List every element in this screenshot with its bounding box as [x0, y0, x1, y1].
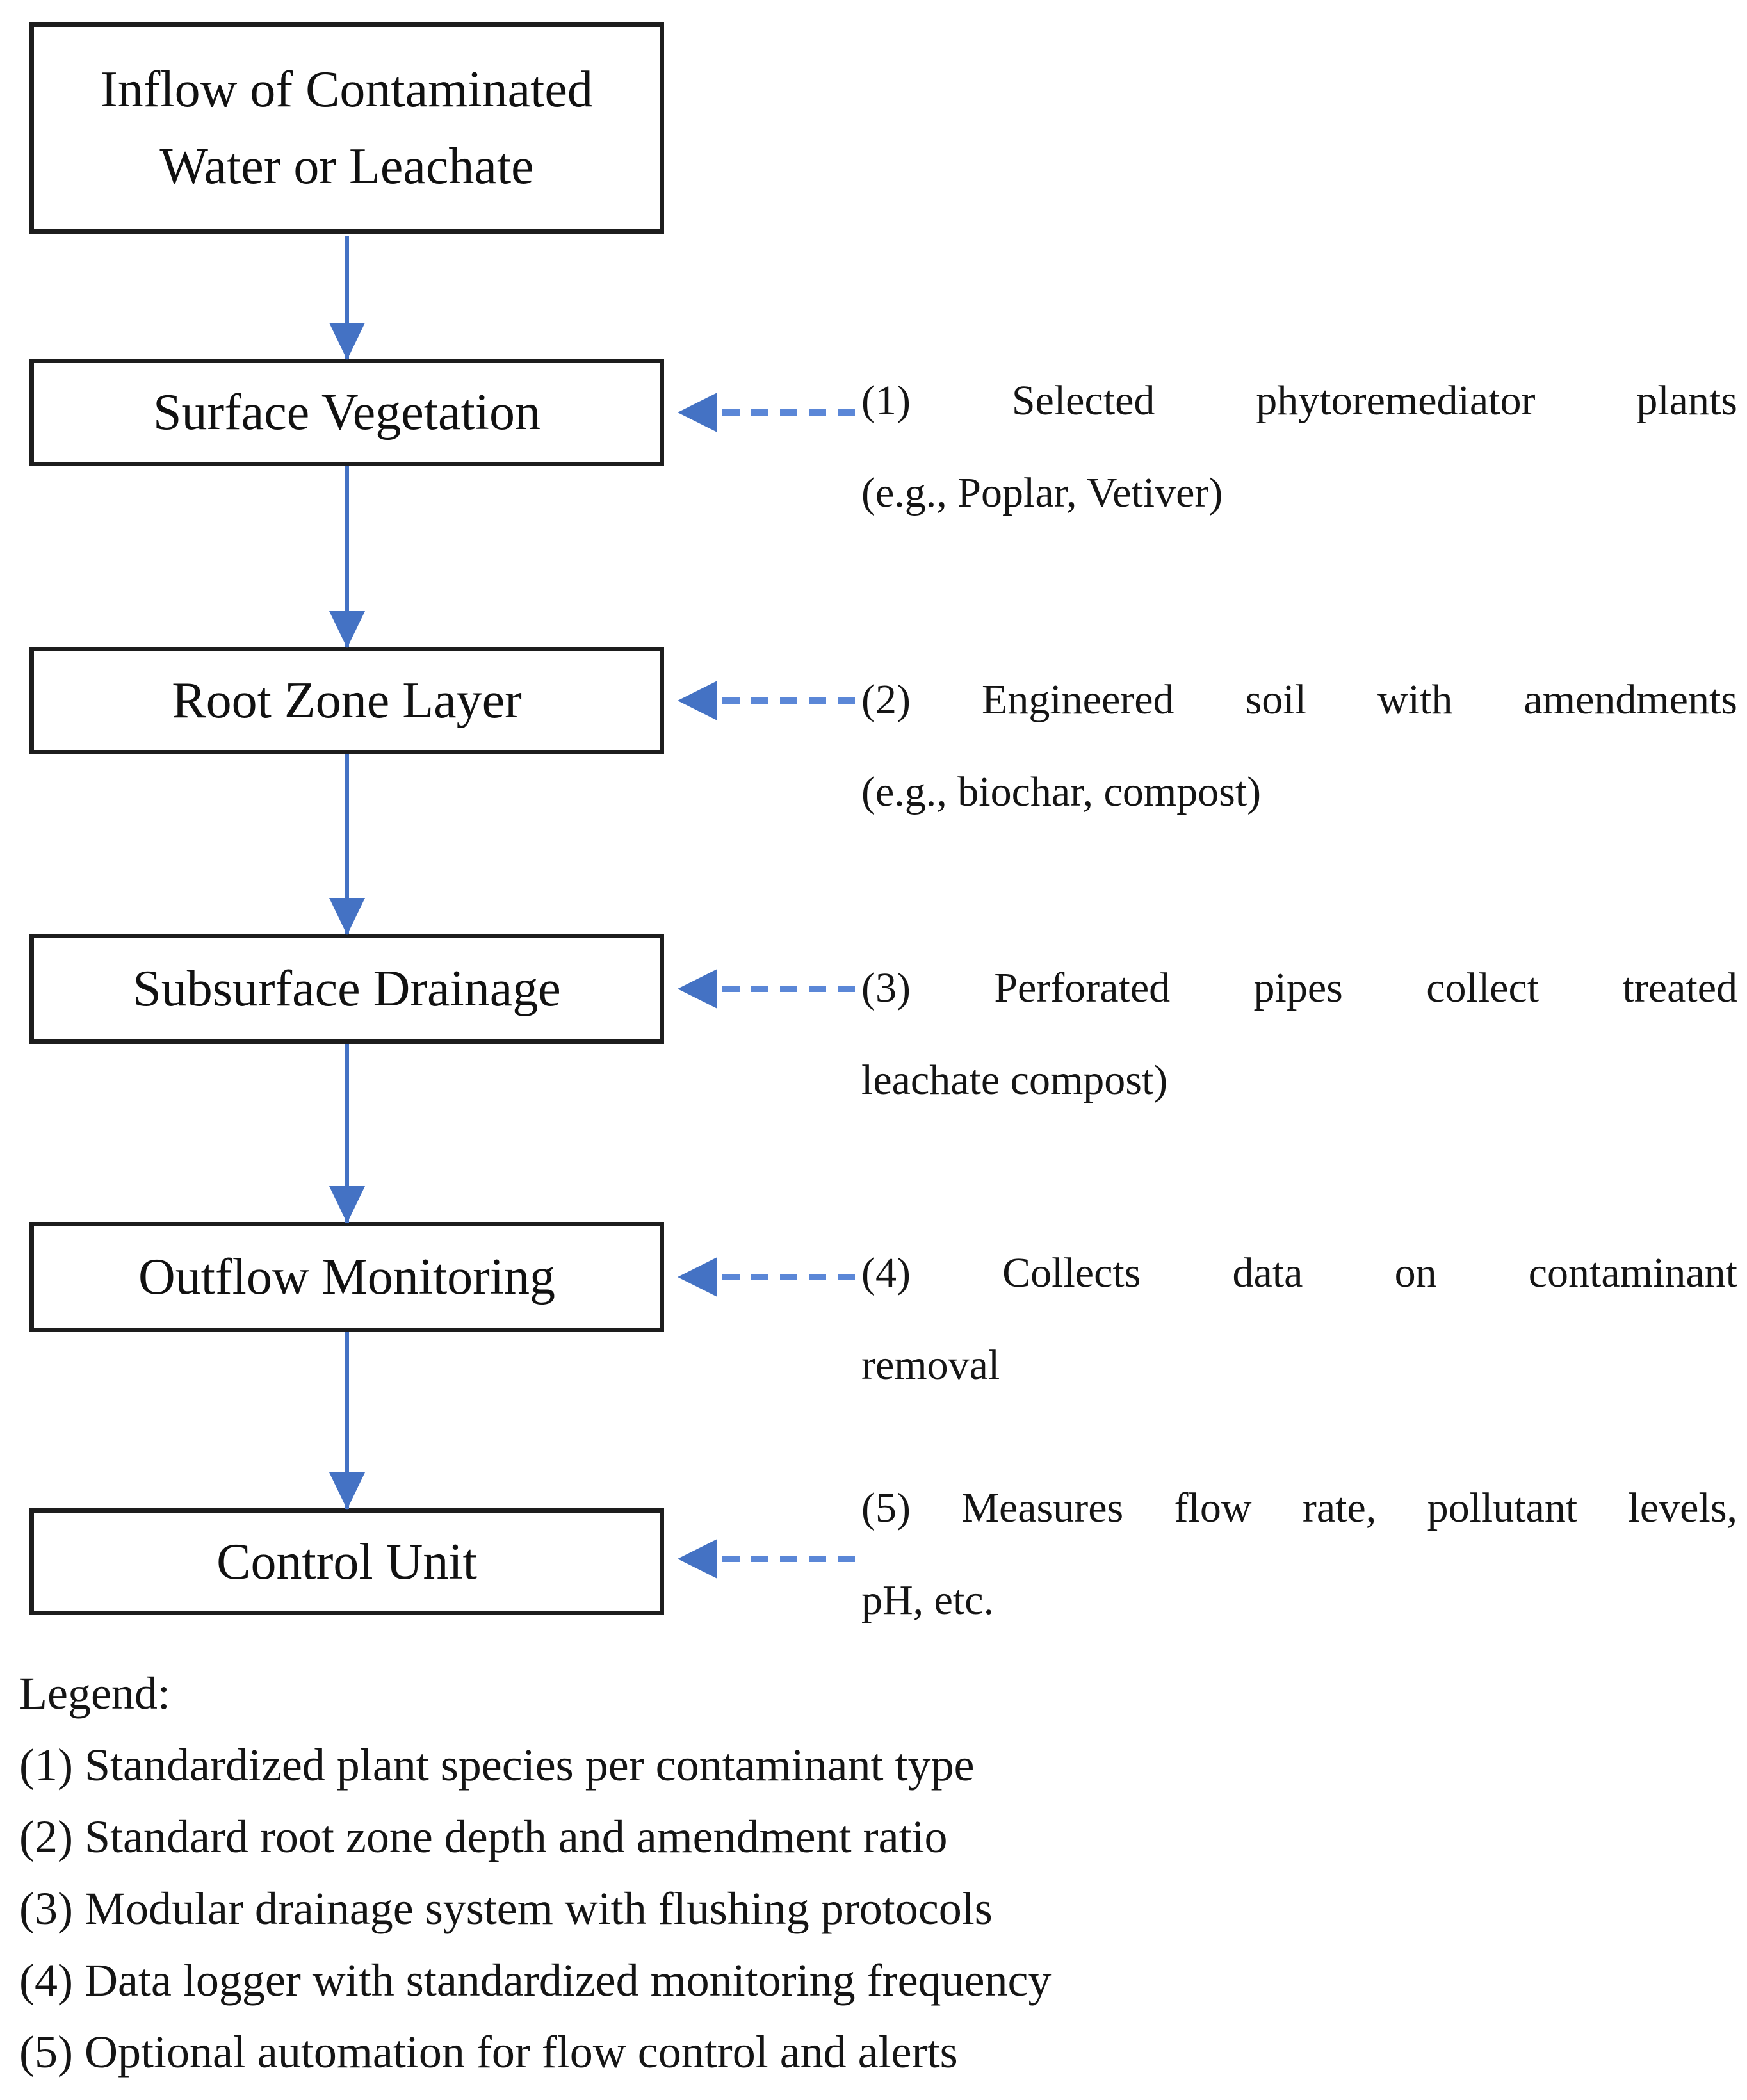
- annotation-line: (e.g., biochar, compost): [861, 769, 1262, 815]
- legend-item: (2) Standard root zone depth and amendment ratio: [19, 1811, 948, 1862]
- flow-box-control-unit: [29, 1508, 664, 1615]
- flow-box-label: Control Unit: [216, 1533, 477, 1590]
- annotation-line: (1) Selected phytoremediator plants: [861, 377, 1737, 424]
- legend: [19, 1657, 1723, 2088]
- dashed-left-arrow-icon: [722, 1556, 860, 1562]
- flow-box-label: Outflow Monitoring: [138, 1249, 556, 1305]
- down-arrow-icon: [345, 466, 349, 647]
- flow-box-label: Subsurface Drainage: [133, 961, 561, 1017]
- flow-box-label: Root Zone Layer: [172, 672, 522, 729]
- annotation-line: pH, etc.: [861, 1577, 995, 1624]
- annotation-line: removal: [861, 1342, 1000, 1388]
- annotation-5: [861, 1462, 1737, 1647]
- legend-item: (5) Optional automation for flow control and alerts: [19, 2026, 958, 2078]
- annotation-line: (2) Engineered soil with amendments: [861, 676, 1737, 723]
- legend-item: (1) Standardized plant species per contaminant type: [19, 1739, 975, 1791]
- down-arrow-icon: [345, 236, 349, 359]
- annotation-line: leachate compost): [861, 1057, 1168, 1103]
- flow-box-inflow: [29, 22, 664, 234]
- flow-box-root-zone-layer: [29, 647, 664, 754]
- annotation-3: [861, 942, 1737, 1127]
- dashed-left-arrow-icon: [722, 697, 860, 704]
- annotation-1: [861, 355, 1737, 539]
- legend-item: (4) Data logger with standardized monitoring frequency: [19, 1955, 1052, 2006]
- dashed-left-arrow-icon: [722, 1274, 860, 1280]
- annotation-4: [861, 1227, 1737, 1412]
- legend-title: Legend:: [19, 1668, 170, 1719]
- annotation-2: [861, 654, 1737, 838]
- annotation-line: (4) Collects data on contaminant: [861, 1249, 1737, 1296]
- dashed-left-arrow-icon: [722, 409, 860, 416]
- flow-box-outflow-monitoring: [29, 1222, 664, 1332]
- down-arrow-icon: [345, 1332, 349, 1509]
- annotation-line: (3) Perforated pipes collect treated: [861, 965, 1737, 1011]
- dashed-left-arrow-icon: [722, 986, 860, 992]
- down-arrow-icon: [345, 754, 349, 934]
- annotation-line: (e.g., Poplar, Vetiver): [861, 469, 1223, 516]
- flow-box-subsurface-drainage: [29, 934, 664, 1044]
- flow-box-label: Inflow of Contaminated Water or Leachate: [101, 61, 593, 195]
- flow-box-label: Surface Vegetation: [153, 384, 540, 441]
- annotation-line: (5) Measures flow rate, pollutant levels,: [861, 1485, 1737, 1531]
- flow-box-surface-vegetation: [29, 359, 664, 466]
- down-arrow-icon: [345, 1044, 349, 1223]
- legend-item: (3) Modular drainage system with flushing protocols: [19, 1883, 993, 1934]
